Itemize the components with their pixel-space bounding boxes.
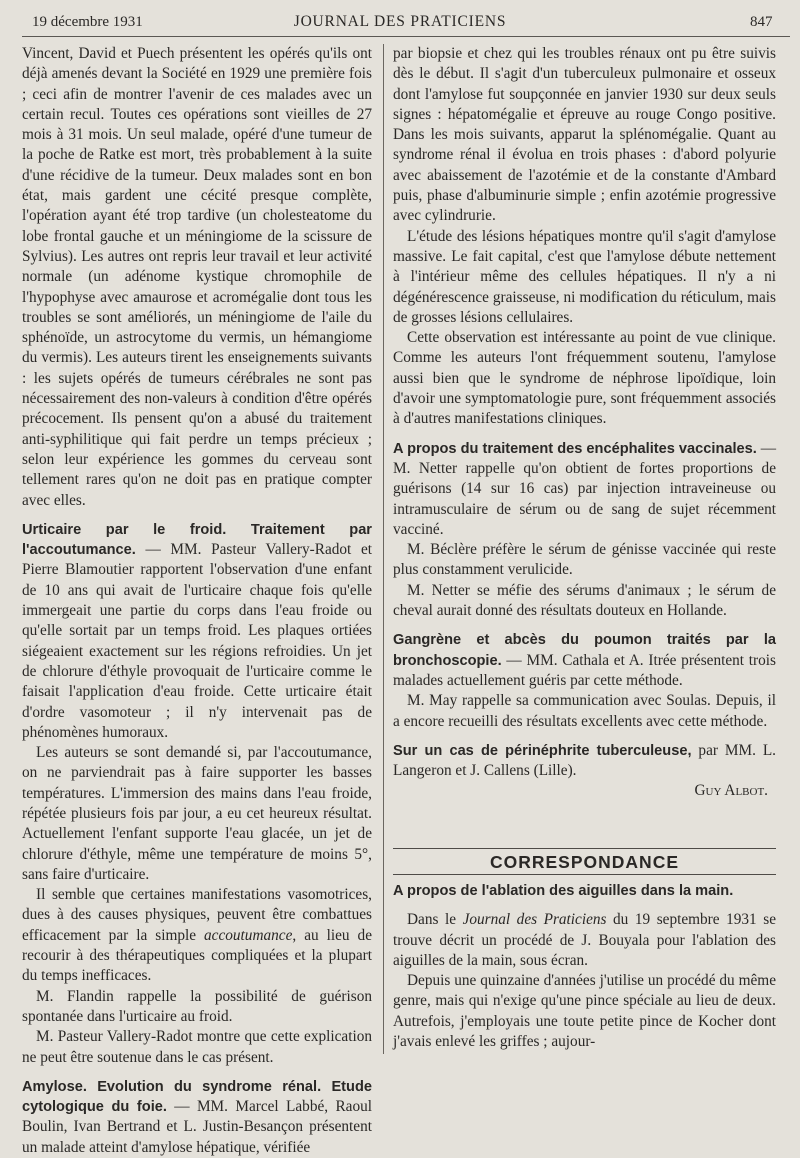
paragraph: M. Netter se méfie des sérums d'animaux ; le sérum de cheval aurait donné des résultats douteux en Hollande.	[393, 581, 776, 620]
paragraph: Les auteurs se sont demandé si, par l'accoutumance, on ne parviendrait pas à faire supporter les basses températures. L'immersion des mains dans l'eau froide, répétée plusieurs fois par jour, a eu cet heureux résultat. Actuellement l'enfant supporte l'eau glacée, un jet de chlorure d'éthyle, même une température de moins 5°, sans faire d'urticaire.	[22, 744, 372, 883]
section-title-encephalites: A propos du traitement des encéphalites vaccinales.	[393, 440, 757, 457]
paragraph-accoutumance	[22, 885, 372, 986]
author-signature: Guy Albot.	[694, 782, 768, 800]
header-journal-title: JOURNAL DES PRATICIENS	[293, 13, 507, 30]
paragraph: M. Flandin rappelle la possibilité de guérison spontanée dans l'urticaire au froid.	[22, 987, 372, 1025]
section-urticaire	[22, 520, 372, 743]
section-amylose	[22, 1077, 372, 1158]
paragraph: M. May rappelle sa communication avec Soulas. Depuis, il a encore recueilli des résultats excellents avec cette méthode.	[393, 692, 776, 730]
section-text: par MM. L. Langeron et J. Callens (Lille).	[393, 741, 776, 780]
text-run: du 19 septembre 1931 se trouve décrit un procédé de J. Bouyala pour l'ablation des aiguilles de la main, sous écran.	[393, 911, 776, 969]
section-title-gangrene: Gangrène et abcès du poumon traités par la bronchoscopie.	[393, 632, 776, 669]
text-run: , au lieu de recourir à des thérapeutiques compliquées et la plupart du temps inefficaces.	[22, 926, 372, 985]
section-text: — MM. Marcel Labbé, Raoul Boulin, Ivan Bertrand et L. Justin-Besançon présentent un malade atteint d'amylose hépatique, vérifiée	[22, 1098, 372, 1156]
paragraph: M. Pasteur Vallery-Radot montre que cette explication ne peut être soutenue dans le cas présent.	[22, 1028, 372, 1066]
section-title-perinephrite: Sur un cas de périnéphrite tuberculeuse,	[393, 742, 692, 759]
section-gangrene	[393, 630, 776, 691]
italic-text: accoutumance	[204, 926, 293, 944]
paragraph: M. Béclère préfère le sérum de génisse vaccinée qui reste plus constamment verulicide.	[393, 541, 776, 579]
paragraph-tumeurs: Vincent, David et Puech présentent les opérés qu'ils ont déjà amenés devant la Société en 1929 une première fois ; ceci afin de montrer l'avenir de ces malades avec un certain recul. Toutes ces opérations sont vieilles de 27 mois à 31 mois. Un seul malade, opéré d'une tumeur de la poche de Ratke est mort, très probablement à la suite d'une récidive de la tumeur. Deux malades sont en bon état, mais gardent une cécité presque complète, l'opération ayant été trop tardive (un cholesteatome du lobe frontal gauche et un méningiome de la scissure de Sylvius). Les autres ont repris leur travail et leur activité normale (un adénome kystique chromophile de l'hypophyse avec amaurose et acromégalie dont tous les troubles se sont améliorés, un méningiome de l'aile du sphénoïde, un astrocytome du vermis, un hémangiome du vermis). Les auteurs tirent les enseignements suivants : les sujets opérés de tumeurs cérébrales ne sont pas nécessairement des non-valeurs à condition d'être opérés précocement. Ils pensent qu'on a abusé du traitement anti-syphilitique qui fait perdre un temps précieux ; selon leur expérience les gommes du cerveau sont tellement rares qu'on ne doit pas en pratique compter avec elles.	[22, 45, 372, 509]
paragraph: L'étude des lésions hépatiques montre qu'il s'agit d'amylose massive. Le fait capital, c'est que l'amylose débute nettement à l'intérieur même des cellules hépatiques. Il n'y a ni dégénérescence graisseuse, ni modification du réticulum, mais de grosses lésions cellulaires.	[393, 227, 776, 326]
section-perinephrite	[393, 741, 776, 782]
text-run: Il semble que certaines manifestations vasomotrices, dues à des causes physiques, peuvent être combattues efficacement par la simple	[22, 886, 372, 944]
section-title-urticaire: Urticaire par le froid. Traitement par l'accoutumance.	[22, 521, 372, 559]
section-encephalites	[393, 439, 776, 540]
section-aiguilles	[393, 881, 776, 901]
paragraph: Depuis une quinzaine d'années j'utilise un procédé du même genre, mais qui n'exige qu'une pince spéciale au lieu de deux. Autrefois, j'employais une toute petite pince de Kocher dont j'avais enlevé les griffes ; aujour-	[393, 972, 776, 1051]
column-divider	[383, 44, 384, 1054]
header-page-number: 847	[750, 14, 773, 30]
paragraph-journal	[393, 910, 776, 971]
section-text: — M. Netter rappelle qu'on obtient de fortes proportions de guérisons (14 sur 16 cas) par injection intraveineuse ou intramusculaire de sérum ou de sang de sujet récemment vacciné.	[393, 439, 776, 538]
paragraph: par biopsie et chez qui les troubles rénaux ont pu être suivis dès le début. Il s'agit d'un tuberculeux pulmonaire et osseux dont l'amylose fut soupçonnée en janvier 1930 sur deux seuls signes : hépatomégalie et épreuve au rouge Congo positive. Dans les mois suivants, apparut la splénomégalie. Quant au syndrome rénal il évolua en trois phases : d'abord polyurie avec abaissement de l'azotémie et de la constante d'Ambard puis, phase d'albuminurie simple ; enfin azotémie progressive avec cylindrurie.	[393, 45, 776, 225]
section-text: — MM. Cathala et A. Itrée présentent trois malades actuellement guéris par cette méthode.	[393, 651, 776, 689]
right-column	[393, 44, 776, 1052]
header-rule	[22, 36, 790, 37]
italic-text: Journal des Praticiens	[462, 911, 607, 929]
section-text: — MM. Pasteur Vallery-Radot et Pierre Blamoutier rapportent l'observation d'une enfant de 10 ans qui avait de l'urticaire chaque fois qu'elle immergeait une partie du corps dans l'eau froide ou qu'elle sortait par un temps froid. Les plaques ortiées siégeaient exactement sur les régions refroidies. Un jet de chlorure d'éthyle provoquait de l'urticaire comme le faisait l'application d'eau froide. Cette urticaire était d'ordre vasomoteur ; il n'y intervenait pas de phénomènes humoraux.	[22, 541, 372, 741]
section-title-amylose: Amylose. Evolution du syndrome rénal. Etude cytologique du foie.	[22, 1078, 372, 1116]
running-header	[0, 12, 800, 38]
left-column	[22, 44, 372, 1158]
text-run: Dans le	[407, 911, 463, 929]
correspondance-heading: CORRESPONDANCE	[393, 848, 776, 875]
header-date: 19 décembre 1931	[32, 14, 143, 30]
section-title-aiguilles: A propos de l'ablation des aiguilles dans la main.	[393, 882, 734, 899]
paragraph: Cette observation est intéressante au point de vue clinique. Comme les auteurs l'ont fréquemment soutenu, l'amylose aussi bien que le syndrome de néphrose lipoïdique, loin d'avoir une symptomatologie pure, sont fréquemment associés à d'autres manifestations cliniques.	[393, 329, 776, 428]
